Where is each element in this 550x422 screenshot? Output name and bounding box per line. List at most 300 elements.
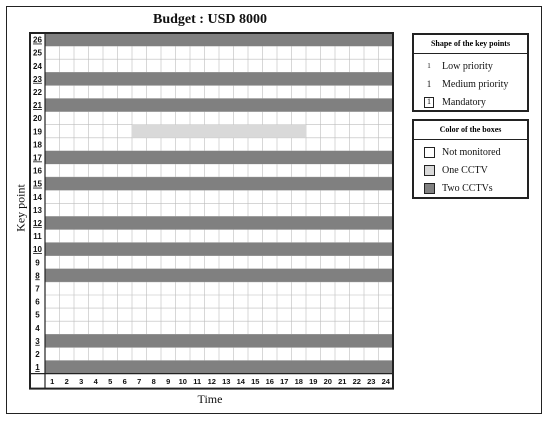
heatmap-cell (350, 72, 365, 85)
heatmap-cell (321, 334, 336, 347)
heatmap-cell (277, 72, 292, 85)
x-tick-label: 2 (64, 377, 69, 387)
heatmap-cell (161, 125, 176, 138)
heatmap-cell (263, 216, 278, 229)
heatmap-cell (103, 99, 118, 112)
y-tick-label: 24 (33, 61, 42, 71)
heatmap-cell (60, 334, 75, 347)
heatmap-cell (306, 216, 321, 229)
y-tick-label: 20 (33, 114, 42, 124)
heatmap-cell (205, 269, 220, 282)
heatmap-cell (234, 125, 249, 138)
heatmap-cell (277, 151, 292, 164)
heatmap-cell (89, 216, 104, 229)
heatmap-cell (132, 269, 147, 282)
legend-shape-low (414, 57, 527, 75)
heatmap-cell (292, 334, 307, 347)
heatmap-cell (118, 151, 133, 164)
heatmap-cell (350, 151, 365, 164)
heatmap-cell (147, 243, 162, 256)
x-tick-label: 24 (381, 377, 390, 387)
low-priority-marker: 1 (427, 61, 431, 70)
legend-shape-medium (414, 75, 527, 93)
heatmap-cell (277, 269, 292, 282)
y-tick-label: 9 (35, 258, 40, 268)
y-tick-label: 21 (33, 101, 42, 111)
heatmap-cell (176, 216, 191, 229)
x-tick-label: 20 (323, 377, 332, 387)
swatch-one-cctv (424, 165, 435, 176)
heatmap-cell (263, 33, 278, 46)
heatmap-cell (161, 243, 176, 256)
heatmap-cell (190, 177, 205, 190)
legend-shape-low-label: Low priority (442, 60, 493, 72)
heatmap-cell (132, 99, 147, 112)
heatmap-cell (379, 269, 394, 282)
heatmap-cell (103, 361, 118, 374)
heatmap-cell (89, 334, 104, 347)
heatmap-cell (190, 269, 205, 282)
heatmap-cell (321, 151, 336, 164)
heatmap-cell (176, 151, 191, 164)
heatmap-cell (292, 269, 307, 282)
heatmap-cell (263, 151, 278, 164)
heatmap-cell (234, 177, 249, 190)
heatmap-cell (219, 334, 234, 347)
heatmap-cell (74, 99, 89, 112)
y-tick-label: 3 (35, 336, 40, 346)
heatmap-cell (132, 72, 147, 85)
heatmap-cell (147, 151, 162, 164)
heatmap-cell (248, 33, 263, 46)
heatmap-cell (306, 361, 321, 374)
heatmap-cell (89, 151, 104, 164)
heatmap-cell (234, 243, 249, 256)
legend-color-one-cctv-label: One CCTV (442, 164, 488, 176)
heatmap-cell (234, 72, 249, 85)
heatmap-cell (306, 72, 321, 85)
heatmap-cell (190, 216, 205, 229)
heatmap-cell (350, 334, 365, 347)
heatmap-cell (132, 243, 147, 256)
heatmap-cell (60, 216, 75, 229)
heatmap-cell (60, 243, 75, 256)
heatmap-cell (335, 361, 350, 374)
y-tick-label: 26 (33, 35, 42, 45)
heatmap-cell (277, 99, 292, 112)
heatmap-cell (60, 177, 75, 190)
heatmap-cell (118, 99, 133, 112)
heatmap-cell (205, 243, 220, 256)
heatmap-cell (263, 269, 278, 282)
legend-color-one-cctv (414, 161, 527, 179)
heatmap-cell (147, 125, 162, 138)
heatmap-cell (45, 334, 60, 347)
heatmap-cell (306, 99, 321, 112)
y-tick-label: 5 (35, 310, 40, 320)
heatmap-cell (321, 33, 336, 46)
x-tick-label: 22 (352, 377, 361, 387)
heatmap-cell (321, 243, 336, 256)
heatmap-cell (292, 125, 307, 138)
x-tick-label: 1 (50, 377, 55, 387)
x-tick-label: 23 (367, 377, 376, 387)
heatmap-cell (147, 361, 162, 374)
heatmap-cell (234, 99, 249, 112)
heatmap-cell (277, 216, 292, 229)
heatmap-cell (379, 243, 394, 256)
heatmap-cell (248, 151, 263, 164)
x-tick-label: 19 (309, 377, 318, 387)
heatmap-cell (60, 151, 75, 164)
y-tick-label: 17 (33, 153, 42, 163)
heatmap-cell (176, 361, 191, 374)
heatmap-cell (147, 334, 162, 347)
heatmap-cell (161, 177, 176, 190)
legend-color-two-cctvs (414, 179, 527, 197)
heatmap-cell (263, 243, 278, 256)
heatmap-cell (103, 334, 118, 347)
heatmap-cell (248, 269, 263, 282)
heatmap-cell (219, 151, 234, 164)
heatmap-cell (219, 361, 234, 374)
heatmap-cell (205, 33, 220, 46)
heatmap-cell (45, 33, 60, 46)
y-tick-label: 11 (33, 232, 42, 242)
heatmap-cell (379, 334, 394, 347)
heatmap-cell (379, 99, 394, 112)
legend-color-not-monitored (414, 143, 527, 161)
heatmap-cell (364, 334, 379, 347)
heatmap-cell (103, 151, 118, 164)
heatmap-cell (118, 269, 133, 282)
heatmap-cell (74, 177, 89, 190)
heatmap-cell (350, 99, 365, 112)
heatmap-cell (321, 177, 336, 190)
mandatory-marker: 1 (424, 97, 434, 108)
heatmap-cell (176, 33, 191, 46)
heatmap-cell (263, 361, 278, 374)
y-tick-label: 15 (33, 179, 42, 189)
y-tick-label: 6 (35, 297, 40, 307)
heatmap-cell (176, 177, 191, 190)
heatmap-cell (161, 269, 176, 282)
heatmap-cell (45, 361, 60, 374)
x-tick-label: 6 (122, 377, 127, 387)
heatmap-cell (89, 99, 104, 112)
heatmap-cell (364, 33, 379, 46)
heatmap-cell (306, 243, 321, 256)
heatmap-cell (118, 33, 133, 46)
y-tick-label: 7 (35, 284, 40, 294)
heatmap-cell (60, 33, 75, 46)
heatmap-cell (103, 216, 118, 229)
heatmap-cell (306, 177, 321, 190)
swatch-two-cctvs (424, 183, 435, 194)
heatmap-cell (364, 269, 379, 282)
heatmap-cell (292, 151, 307, 164)
heatmap-cell (335, 33, 350, 46)
heatmap-cell (364, 243, 379, 256)
heatmap-cell (132, 216, 147, 229)
heatmap-cell (147, 33, 162, 46)
heatmap-cell (350, 33, 365, 46)
heatmap-cell (292, 361, 307, 374)
heatmap-cell (60, 72, 75, 85)
heatmap-cell (161, 151, 176, 164)
x-tick-label: 4 (93, 377, 98, 387)
heatmap-cell (147, 269, 162, 282)
heatmap-cell (45, 99, 60, 112)
heatmap-cell (234, 361, 249, 374)
heatmap-cell (219, 177, 234, 190)
x-tick-label: 18 (294, 377, 303, 387)
heatmap-cell (277, 33, 292, 46)
heatmap-cell (335, 72, 350, 85)
heatmap-cell (132, 177, 147, 190)
y-tick-label: 25 (33, 48, 42, 58)
heatmap-cell (335, 99, 350, 112)
heatmap-cell (147, 216, 162, 229)
heatmap-cell (321, 72, 336, 85)
heatmap-cell (45, 177, 60, 190)
heatmap-cell (118, 334, 133, 347)
heatmap-cell (321, 216, 336, 229)
y-tick-label: 1 (35, 363, 40, 373)
x-tick-label: 7 (137, 377, 142, 387)
heatmap-cell (74, 269, 89, 282)
heatmap-cell (277, 177, 292, 190)
heatmap-cell (292, 72, 307, 85)
heatmap-cell (190, 33, 205, 46)
heatmap-cell (205, 361, 220, 374)
heatmap-cell (306, 33, 321, 46)
heatmap-cell (132, 125, 147, 138)
heatmap-cell (103, 243, 118, 256)
heatmap-cell (74, 361, 89, 374)
heatmap-cell (335, 151, 350, 164)
heatmap-cell (190, 334, 205, 347)
heatmap-cell (292, 177, 307, 190)
legend-shape-mandatory-label: Mandatory (442, 96, 486, 108)
heatmap-cell (147, 177, 162, 190)
heatmap-cell (379, 177, 394, 190)
heatmap-cell (147, 99, 162, 112)
heatmap-cell (263, 99, 278, 112)
heatmap-cell (248, 125, 263, 138)
heatmap-cell (60, 361, 75, 374)
heatmap-cell (74, 33, 89, 46)
heatmap-cell (292, 216, 307, 229)
heatmap-cell (248, 72, 263, 85)
heatmap-cell (45, 151, 60, 164)
y-tick-label: 14 (33, 192, 42, 202)
heatmap-cell (350, 361, 365, 374)
heatmap-cell (364, 72, 379, 85)
x-tick-label: 9 (166, 377, 171, 387)
heatmap-cell (335, 334, 350, 347)
heatmap-cell (205, 216, 220, 229)
heatmap-cell (379, 33, 394, 46)
heatmap-cell (176, 243, 191, 256)
y-tick-label: 13 (33, 205, 42, 215)
heatmap-cell (103, 72, 118, 85)
x-tick-label: 16 (265, 377, 274, 387)
heatmap-cell (89, 177, 104, 190)
y-tick-label: 4 (35, 323, 40, 333)
heatmap-cell (60, 269, 75, 282)
heatmap-cell (190, 125, 205, 138)
heatmap-cell (60, 99, 75, 112)
heatmap-cell (89, 243, 104, 256)
y-tick-label: 16 (33, 166, 42, 176)
heatmap-cell (263, 177, 278, 190)
heatmap-cell (277, 334, 292, 347)
heatmap-cell (364, 99, 379, 112)
heatmap-cell (161, 99, 176, 112)
heatmap-cell (89, 72, 104, 85)
y-tick-label: 19 (33, 127, 42, 137)
heatmap-cell (118, 177, 133, 190)
heatmap-cell (350, 177, 365, 190)
legend-shape-mandatory (414, 93, 527, 111)
heatmap-cell (350, 243, 365, 256)
heatmap-cell (190, 151, 205, 164)
heatmap-cell (190, 99, 205, 112)
x-tick-label: 13 (222, 377, 231, 387)
x-tick-label: 3 (79, 377, 84, 387)
heatmap-cell (205, 177, 220, 190)
heatmap-cell (205, 72, 220, 85)
heatmap-cell (176, 72, 191, 85)
heatmap-cell (205, 151, 220, 164)
heatmap-cell (132, 334, 147, 347)
heatmap-cell (248, 216, 263, 229)
heatmap-cell (306, 151, 321, 164)
heatmap-cell (205, 99, 220, 112)
heatmap-cell (335, 177, 350, 190)
heatmap-cell (379, 151, 394, 164)
heatmap-cell (161, 33, 176, 46)
heatmap-cell (379, 72, 394, 85)
heatmap-cell (364, 177, 379, 190)
heatmap-cell (176, 99, 191, 112)
heatmap-cell (263, 125, 278, 138)
heatmap-cell (219, 99, 234, 112)
heatmap-cell (277, 125, 292, 138)
heatmap-cell (74, 243, 89, 256)
heatmap-cell (219, 243, 234, 256)
heatmap-cell (219, 125, 234, 138)
heatmap-cell (176, 269, 191, 282)
heatmap-cell (45, 216, 60, 229)
heatmap-cell (132, 361, 147, 374)
heatmap-cell (335, 269, 350, 282)
heatmap-cell (45, 72, 60, 85)
heatmap-cell (277, 361, 292, 374)
chart-title: Budget : USD 8000 (153, 12, 267, 27)
heatmap-cell (335, 216, 350, 229)
heatmap-cell (364, 361, 379, 374)
heatmap-cell (350, 269, 365, 282)
heatmap-cell (190, 72, 205, 85)
swatch-not-monitored (424, 147, 435, 158)
legend-color (412, 119, 529, 199)
heatmap-cell (321, 99, 336, 112)
heatmap-cell (292, 243, 307, 256)
heatmap-cell (277, 243, 292, 256)
x-tick-label: 15 (251, 377, 260, 387)
x-tick-label: 17 (280, 377, 289, 387)
heatmap-cell (248, 177, 263, 190)
medium-priority-marker: 1 (426, 78, 432, 89)
heatmap-cell (89, 361, 104, 374)
y-tick-label: 22 (33, 87, 42, 97)
heatmap-cell (205, 125, 220, 138)
heatmap-cell (335, 243, 350, 256)
heatmap-cell (74, 216, 89, 229)
heatmap-cell (45, 269, 60, 282)
x-tick-label: 14 (236, 377, 245, 387)
heatmap-cell (379, 361, 394, 374)
y-tick-label: 10 (33, 245, 42, 255)
heatmap-cell (118, 72, 133, 85)
y-tick-label: 8 (35, 271, 40, 281)
heatmap-cell (190, 361, 205, 374)
heatmap-cell (103, 33, 118, 46)
heatmap-cell (321, 361, 336, 374)
heatmap-cell (234, 151, 249, 164)
heatmap-cell (306, 269, 321, 282)
heatmap-cell (147, 72, 162, 85)
heatmap-cell (176, 334, 191, 347)
x-axis-label: Time (197, 392, 223, 406)
heatmap-cell (190, 243, 205, 256)
legend-shape-medium-label: Medium priority (442, 78, 509, 90)
heatmap-cell (234, 334, 249, 347)
heatmap-cell (219, 33, 234, 46)
heatmap-cell (161, 72, 176, 85)
x-tick-label: 8 (151, 377, 156, 387)
heatmap-cell (219, 216, 234, 229)
heatmap-cell (248, 243, 263, 256)
legend-shape-title: Shape of the key points (414, 35, 527, 54)
heatmap-cell (89, 269, 104, 282)
heatmap-cell (248, 99, 263, 112)
heatmap-cell (350, 216, 365, 229)
heatmap-cell (103, 269, 118, 282)
heatmap-cell (103, 177, 118, 190)
heatmap-cell (74, 151, 89, 164)
heatmap-cell (45, 243, 60, 256)
legend-color-title: Color of the boxes (414, 121, 527, 140)
heatmap-cell (321, 269, 336, 282)
heatmap-cell (219, 269, 234, 282)
heatmap-cell (263, 334, 278, 347)
x-tick-label: 21 (338, 377, 347, 387)
y-tick-label: 18 (33, 140, 42, 150)
heatmap-cell (161, 361, 176, 374)
heatmap-cell (248, 361, 263, 374)
x-tick-label: 5 (108, 377, 113, 387)
heatmap-cell (364, 216, 379, 229)
heatmap-cell (219, 72, 234, 85)
legend-color-not-monitored-label: Not monitored (442, 146, 501, 158)
heatmap-cell (234, 33, 249, 46)
heatmap-cell (364, 151, 379, 164)
heatmap-cell (292, 99, 307, 112)
x-tick-label: 10 (178, 377, 187, 387)
